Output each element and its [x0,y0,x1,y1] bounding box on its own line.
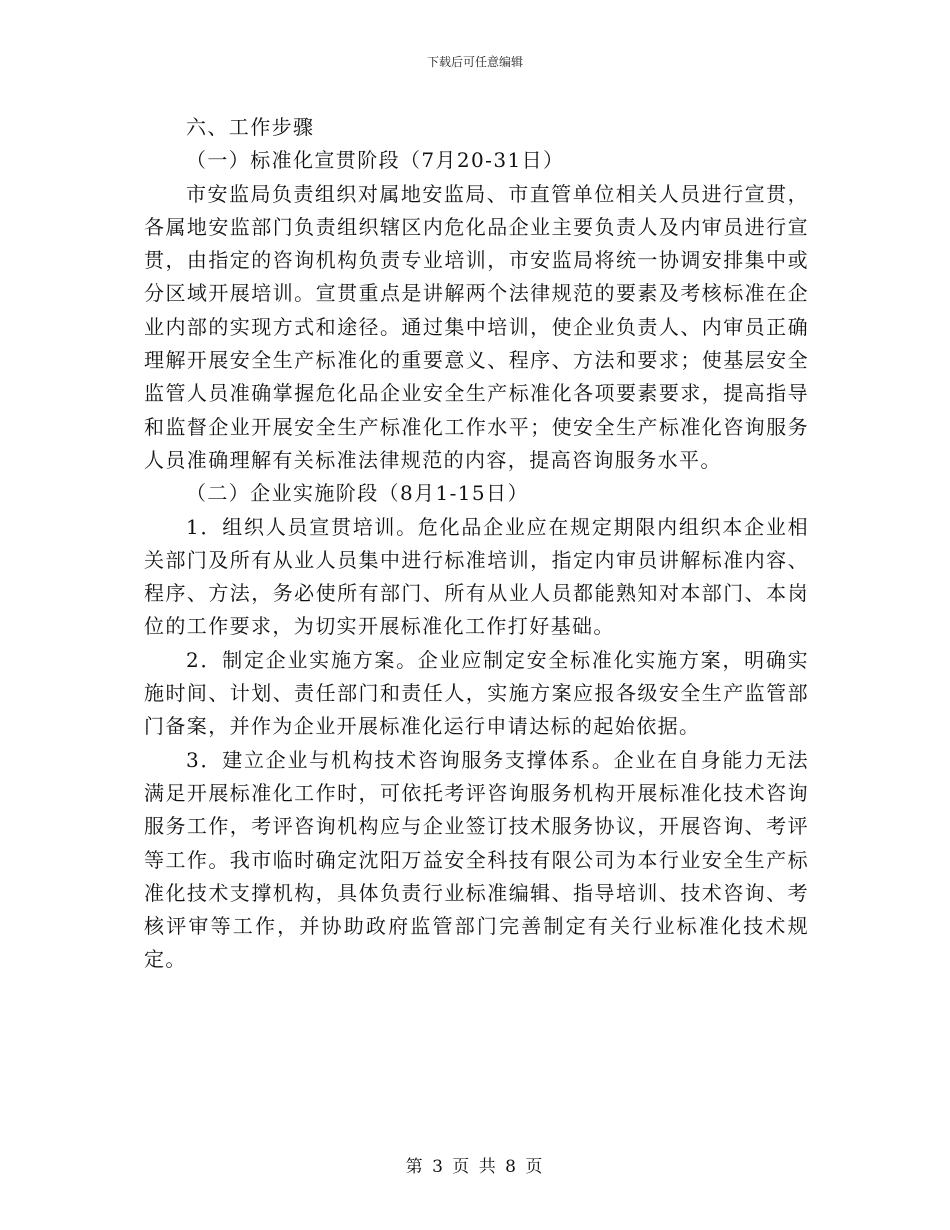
document-body [144,111,809,977]
stage1-title: （一）标准化宣贯阶段（7月20-31日） [186,148,565,173]
item-2-paragraph: 2．制定企业实施方案。企业应制定安全标准化实施方案，明确实施时间、计划、责任部门和责任人，实施方案应报各级安全生产监管部门备案，并作为企业开展标准化运行申请达标的起始依据。 [144,647,809,739]
page-number-footer: 第 3 页 共 8 页 [405,1157,545,1177]
page-header: 下载后可任意编辑 [426,55,523,69]
item-1-paragraph: 1．组织人员宣贯培训。危化品企业应在规定期限内组织本企业相关部门及所有从业人员集中进行标准培训，指定内审员讲解标准内容、程序、方法，务必使所有部门、所有从业人员都能熟知对本部门、本岗位的工作要求，为切实开展标准化工作打好基础。 [144,514,809,639]
stage1-paragraph: 市安监局负责组织对属地安监局、市直管单位相关人员进行宣贯，各属地安监部门负责组织辖区内危化品企业主要负责人及内审员进行宣贯，由指定的咨询机构负责专业培训，市安监局将统一协调安排集中或分区域开展培训。宣贯重点是讲解两个法律规范的要素及考核标准在企业内部的实现方式和途径。通过集中培训，使企业负责人、内审员正确理解开展安全生产标准化的重要意义、程序、方法和要求；使基层安全监管人员准确掌握危化品企业安全生产标准化各项要素要求，提高指导和监督企业开展安全生产标准化工作水平；使安全生产标准化咨询服务人员准确理解有关标准法律规范的内容，提高咨询服务水平。 [144,181,809,472]
stage2-title: （二）企业实施阶段（8月1-15日） [186,481,529,506]
item-3-paragraph: 3．建立企业与机构技术咨询服务支撑体系。企业在自身能力无法满足开展标准化工作时，可依托考评咨询服务机构开展标准化技术咨询服务工作，考评咨询机构应与企业签订技术服务协议，开展咨询、考评等工作。我市临时确定沈阳万益安全科技有限公司为本行业安全生产标准化技术支撑机构，具体负责行业标准编辑、指导培训、技术咨询、考核评审等工作，并协助政府监管部门完善制定有关行业标准化技术规定。 [144,747,809,972]
section-heading: 六、工作步骤 [186,115,315,139]
